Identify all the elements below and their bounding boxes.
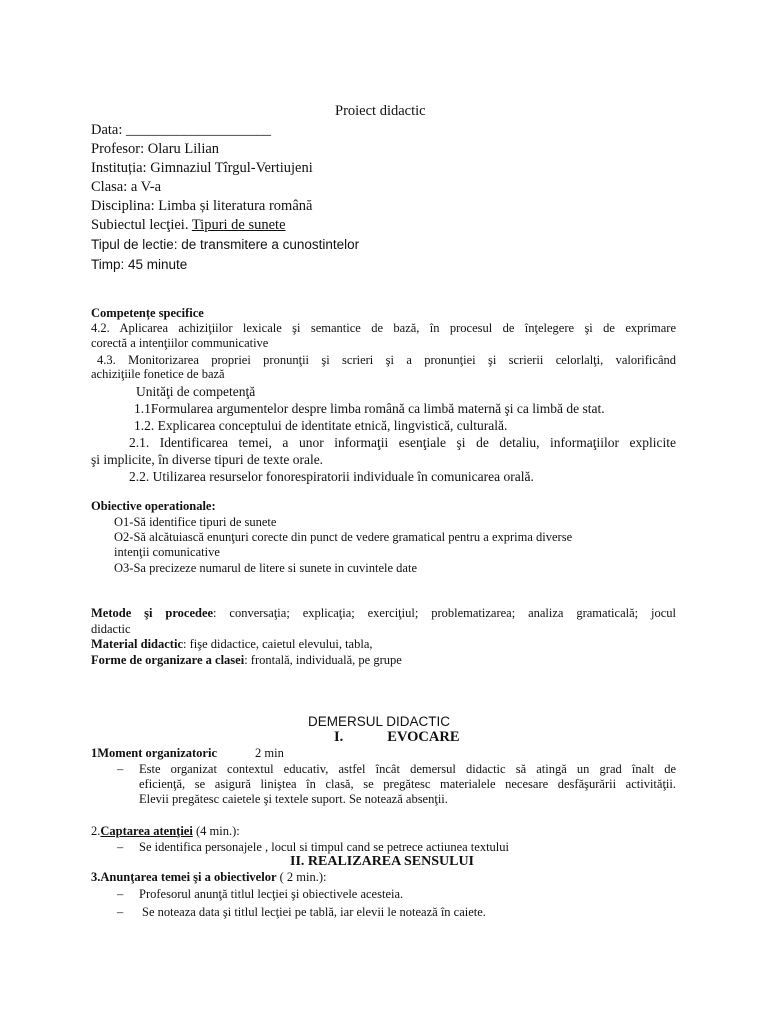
- field-disciplina: Disciplina: Limba și literatura română: [91, 198, 313, 214]
- field-profesor: Profesor: Olaru Lilian: [91, 141, 220, 157]
- anuntarea-duration: ( 2 min.):: [276, 870, 327, 884]
- field-data: [91, 121, 271, 140]
- unitate-2-1-line2: şi implicite, în diverse tipuri de texte orale.: [91, 452, 324, 467]
- obiectiv-o2-line2: intenţii comunicative: [114, 545, 220, 559]
- subiectul-label: Subiectul lecţiei.: [91, 217, 192, 233]
- field-data-blank: ____________________: [126, 122, 272, 138]
- metode-label: Metode şi procedee: [91, 606, 214, 620]
- competenta-4-2-line1: 4.2. Aplicarea achiziţiilor lexicale şi semantice de bază, în procesul de înţelegere şi de exprimare: [91, 321, 676, 335]
- competente-heading: Competențe specifice: [91, 306, 204, 320]
- section-i: [334, 729, 460, 746]
- competenta-4-3-line2: achiziţiile fonetice de bază: [91, 367, 225, 381]
- field-tipul-lectie: Tipul de lectie: de transmitere a cunostintelor: [91, 237, 360, 252]
- moment-organizatoric: [91, 746, 284, 761]
- moment-text-line3: Elevii pregătesc caietele şi textele suport. Se notează absenţii.: [139, 792, 448, 806]
- demersul-heading: DEMERSUL DIDACTIC: [308, 714, 451, 729]
- anuntarea-temei: [91, 870, 327, 885]
- captarea-text: Se identifica personajele , locul si timpul cand se petrece actiunea textului: [139, 840, 510, 854]
- field-institutia: Instituția: Gimnaziul Tîrgul-Vertiujeni: [91, 160, 313, 176]
- obiectiv-o1: O1-Să identifice tipuri de sunete: [114, 515, 277, 529]
- field-data-label: Data:: [91, 122, 127, 138]
- field-clasa: Clasa: a V-a: [91, 179, 162, 195]
- metode-text: : conversaţia; explicaţia; exerciţiul; problematizarea; analiza gramaticală; jocul: [213, 606, 676, 620]
- anuntarea-label: 3.Anunţarea temei şi a obiectivelor: [91, 870, 277, 884]
- forme-label: Forme de organizare a clasei: [91, 653, 245, 667]
- material-text: : fişe didactice, caietul elevului, tabla,: [183, 637, 373, 651]
- unitate-1-1: 1.1Formularea argumentelor despre limba română ca limbă maternă şi ca limbă de stat.: [134, 401, 605, 416]
- document-title: Proiect didactic: [335, 103, 426, 119]
- material-label: Material didactic: [91, 637, 183, 651]
- unitate-2-1-line1: 2.1. Identificarea temei, a unor informaţii esenţiale şi de detaliu, informaţiilor explicite: [129, 435, 676, 450]
- moment-text-line2: eficienţă, se asigură liniştea în clasă, se pregătesc materialele necesare desfăşurării activităţii.: [139, 777, 676, 791]
- captarea-label: Captarea atenţiei: [100, 824, 193, 838]
- section-i-title: EVOCARE: [387, 729, 460, 745]
- captarea-duration: (4 min.):: [192, 824, 240, 838]
- captarea-number: 2.: [91, 824, 101, 838]
- section-i-number: I.: [334, 729, 344, 745]
- unitati-heading: Unităţi de competenţă: [136, 384, 256, 399]
- bullet-dash: –: [117, 887, 124, 901]
- captarea-atentiei: [91, 824, 240, 839]
- material-didactic: [91, 637, 373, 652]
- obiectiv-o3: O3-Sa precizeze numarul de litere si sunete in cuvintele date: [114, 561, 417, 575]
- anuntarea-text-2: Se noteaza data şi titlul lecţiei pe tablă, iar elevii le notează în caiete.: [142, 905, 486, 919]
- section-ii: II. REALIZAREA SENSULUI: [290, 854, 475, 869]
- metode-line1: [91, 606, 676, 621]
- forme-text: : frontală, individuală, pe grupe: [244, 653, 402, 667]
- forme-organizare: [91, 653, 402, 668]
- bullet-dash: –: [117, 840, 124, 854]
- moment-text-line1: Este organizat contextul educativ, astfel încât demersul didactic să atingă un grad înalt de: [139, 762, 676, 776]
- field-subiectul: [91, 216, 286, 235]
- bullet-dash: –: [117, 762, 124, 776]
- unitate-2-2: 2.2. Utilizarea resurselor fonorespiratorii individuale în comunicarea orală.: [129, 469, 534, 484]
- competenta-4-2-line2: corectă a intenţiilor communicative: [91, 336, 269, 350]
- moment-duration: 2 min: [255, 746, 284, 760]
- obiectiv-o2-line1: O2-Să alcătuiască enunţuri corecte din punct de vedere gramatical pentru a exprima diverse: [114, 530, 573, 544]
- competenta-4-3-line1: 4.3. Monitorizarea propriei pronunţii şi scrieri şi a pronunţiei şi scrierii celorlalţi, valorificând: [97, 353, 676, 367]
- field-timp: Timp: 45 minute: [91, 257, 188, 272]
- subiectul-value: Tipuri de sunete: [191, 217, 286, 233]
- anuntarea-text-1: Profesorul anunţă titlul lecţiei şi obiectivele acesteia.: [139, 887, 404, 901]
- unitate-1-2: 1.2. Explicarea conceptului de identitate etnică, lingvistică, culturală.: [134, 418, 508, 433]
- moment-label: 1Moment organizatoric: [91, 746, 218, 760]
- metode-line2: didactic: [91, 622, 131, 636]
- bullet-dash: –: [117, 905, 124, 919]
- obiective-heading: Obiective operationale:: [91, 499, 216, 513]
